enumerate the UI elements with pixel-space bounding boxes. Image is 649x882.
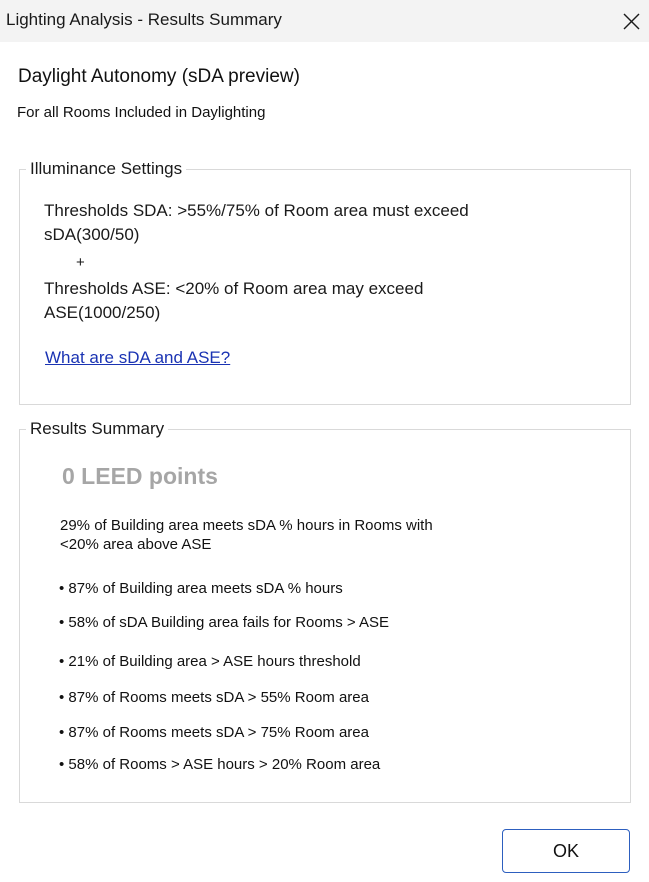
illuminance-settings-group: [19, 159, 631, 405]
ok-button[interactable]: OK: [502, 829, 630, 873]
results-summary-legend: Results Summary: [26, 419, 168, 439]
plus-sign: +: [76, 254, 85, 271]
title-bar: [0, 0, 649, 42]
summary-line2: <20% area above ASE: [60, 536, 212, 553]
window-title: Lighting Analysis - Results Summary: [6, 10, 282, 29]
close-icon: [623, 13, 640, 30]
ase-threshold-line2: ASE(1000/250): [44, 303, 161, 322]
sda-threshold-line1: Thresholds SDA: >55%/75% of Room area must exceed: [44, 201, 469, 220]
sda-ase-help-link[interactable]: What are sDA and ASE?: [45, 348, 231, 367]
leed-points: 0 LEED points: [62, 463, 218, 489]
illuminance-settings-legend: Illuminance Settings: [26, 159, 186, 179]
result-bullet: • 87% of Rooms meets sDA > 75% Room area: [59, 724, 369, 741]
ase-threshold-line1: Thresholds ASE: <20% of Room area may exceed: [44, 279, 424, 298]
results-summary-group: [19, 419, 631, 803]
summary-line1: 29% of Building area meets sDA % hours in Rooms with: [60, 517, 433, 534]
page-title: Daylight Autonomy (sDA preview): [18, 66, 300, 87]
result-bullet: • 58% of Rooms > ASE hours > 20% Room area: [59, 756, 381, 773]
result-bullet: • 87% of Building area meets sDA % hours: [59, 580, 343, 597]
summary-text: [60, 516, 433, 554]
result-bullet: • 87% of Rooms meets sDA > 55% Room area: [59, 689, 369, 706]
page-subtitle: For all Rooms Included in Daylighting: [17, 104, 266, 121]
close-button[interactable]: [614, 4, 648, 38]
result-bullet: • 21% of Building area > ASE hours threshold: [59, 653, 361, 670]
result-bullet: • 58% of sDA Building area fails for Rooms > ASE: [59, 614, 389, 631]
sda-threshold-line2: sDA(300/50): [44, 225, 140, 244]
